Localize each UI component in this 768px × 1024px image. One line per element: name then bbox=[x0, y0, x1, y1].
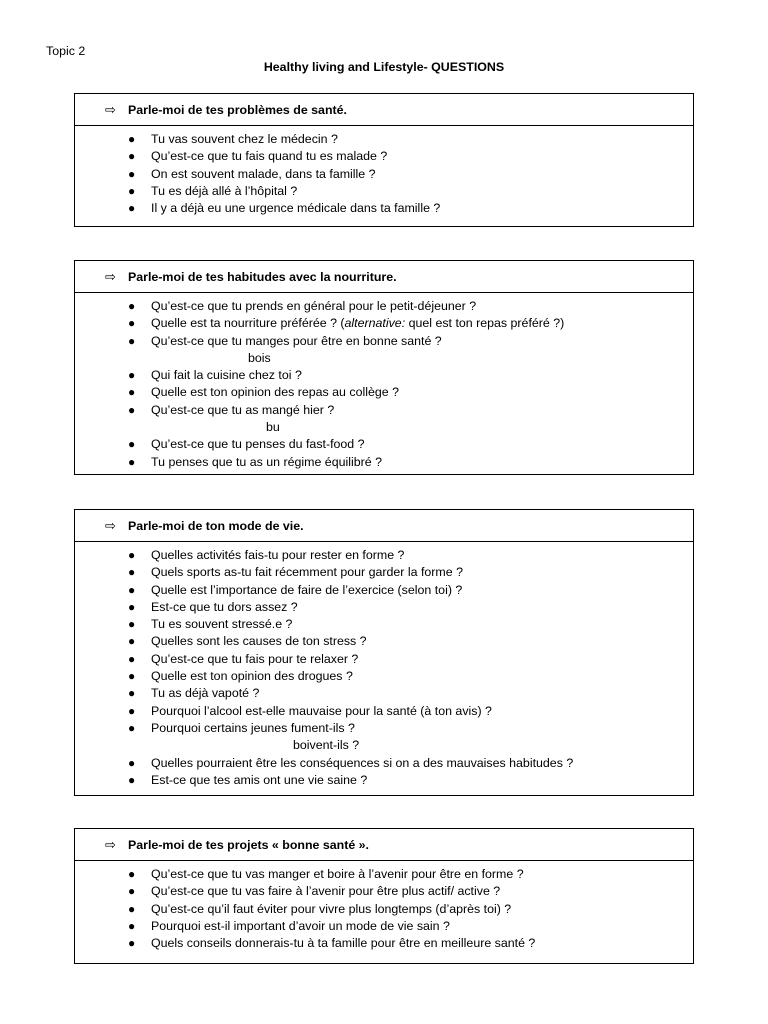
bullet-icon: ● bbox=[128, 918, 136, 933]
bullet-icon: ● bbox=[128, 368, 136, 383]
variant-line: bois bbox=[248, 350, 271, 365]
list-item: ● On est souvent malade, dans ta famille ? bbox=[75, 166, 693, 183]
bullet-icon: ● bbox=[128, 183, 136, 198]
section-lifestyle bbox=[74, 509, 694, 796]
right-arrow-icon: ⇨ bbox=[105, 837, 116, 852]
bullet-icon: ● bbox=[128, 686, 136, 701]
bullet-icon: ● bbox=[128, 867, 136, 881]
question-list bbox=[75, 542, 693, 789]
right-arrow-icon: ⇨ bbox=[105, 102, 116, 117]
bullet-icon: ● bbox=[128, 454, 136, 469]
list-item: ● Qu’est-ce que tu fais quand tu es malade ? bbox=[75, 148, 693, 165]
bullet-icon: ● bbox=[128, 720, 136, 735]
section-health-problems bbox=[74, 93, 694, 227]
list-item: ● Quelles pourraient être les conséquences si on a des mauvaises habitudes ? bbox=[75, 755, 693, 772]
bullet-icon: ● bbox=[128, 703, 136, 718]
document-title: Healthy living and Lifestyle- QUESTIONS bbox=[263, 60, 505, 74]
list-item: ● Pourquoi est-il important d’avoir un mode de vie sain ? bbox=[75, 918, 693, 935]
bullet-icon: ● bbox=[128, 149, 136, 164]
bullet-icon: ● bbox=[128, 316, 136, 331]
list-item: ● Quelles sont les causes de ton stress ? bbox=[75, 633, 693, 650]
question-list bbox=[75, 861, 693, 952]
bullet-icon: ● bbox=[128, 333, 136, 348]
bullet-icon: ● bbox=[128, 299, 136, 313]
list-item: ● Pourquoi l’alcool est-elle mauvaise pour la santé (à ton avis) ? bbox=[75, 703, 693, 720]
variant-line: bu bbox=[266, 420, 280, 435]
list-item: ● Tu as déjà vapoté ? bbox=[75, 685, 693, 702]
bullet-icon: ● bbox=[128, 132, 136, 146]
list-item: ● Quels sports as-tu fait récemment pour garder la forme ? bbox=[75, 564, 693, 581]
bullet-icon: ● bbox=[128, 617, 136, 632]
list-item: ● Qu’est-ce que tu vas faire à l’avenir pour être plus actif/ active ? bbox=[75, 883, 693, 900]
bullet-icon: ● bbox=[128, 669, 136, 684]
section-food-habits bbox=[74, 260, 694, 475]
section-heading bbox=[75, 510, 693, 542]
bullet-icon: ● bbox=[128, 437, 136, 452]
right-arrow-icon: ⇨ bbox=[105, 518, 116, 533]
variant-line: boivent-ils ? bbox=[293, 738, 360, 753]
list-item: ● Qu’est-ce que tu prends en général pour le petit-déjeuner ? bbox=[75, 298, 693, 315]
bullet-icon: ● bbox=[128, 901, 136, 916]
list-item: ● Tu es déjà allé à l’hôpital ? bbox=[75, 183, 693, 200]
list-item: ● Qu’est-ce que tu manges pour être en bonne santé ? bbox=[75, 333, 693, 350]
right-arrow-icon: ⇨ bbox=[105, 269, 116, 284]
section-heading-text: Parle-moi de tes habitudes avec la nourriture. bbox=[128, 269, 397, 284]
list-item: ● Quelle est ton opinion des repas au collège ? bbox=[75, 384, 693, 401]
list-item: ● Qu’est-ce qu’il faut éviter pour vivre plus longtemps (d’après toi) ? bbox=[75, 901, 693, 918]
list-item: ● Qu’est-ce que tu penses du fast-food ? bbox=[75, 436, 693, 453]
bullet-icon: ● bbox=[128, 402, 136, 417]
list-item: ● Il y a déjà eu une urgence médicale dans ta famille ? bbox=[75, 200, 693, 217]
list-item: ● Tu penses que tu as un régime équilibré ? bbox=[75, 454, 693, 471]
section-heading bbox=[75, 829, 693, 861]
list-item: ● Qui fait la cuisine chez toi ? bbox=[75, 367, 693, 384]
section-heading bbox=[75, 261, 693, 293]
list-item: ● Qu’est-ce que tu as mangé hier ? bbox=[75, 402, 693, 419]
bullet-icon: ● bbox=[128, 772, 136, 787]
list-item: ● Quelle est ton opinion des drogues ? bbox=[75, 668, 693, 685]
bullet-icon: ● bbox=[128, 634, 136, 649]
list-item: ● Tu es souvent stressé.e ? bbox=[75, 616, 693, 633]
bullet-icon: ● bbox=[128, 385, 136, 400]
list-item: ● Quels conseils donnerais-tu à ta famille pour être en meilleure santé ? bbox=[75, 935, 693, 952]
bullet-icon: ● bbox=[128, 755, 136, 770]
question-list bbox=[75, 293, 693, 471]
list-item: ● Tu vas souvent chez le médecin ? bbox=[75, 131, 693, 148]
bullet-icon: ● bbox=[128, 166, 136, 181]
bullet-icon: ● bbox=[128, 884, 136, 899]
list-item: ● Qu’est-ce que tu fais pour te relaxer ? bbox=[75, 651, 693, 668]
section-heading bbox=[75, 94, 693, 126]
question-list bbox=[75, 126, 693, 217]
bullet-icon: ● bbox=[128, 565, 136, 580]
list-item: ● Quelles activités fais-tu pour rester en forme ? bbox=[75, 547, 693, 564]
topic-label: Topic 2 bbox=[46, 44, 86, 58]
bullet-icon: ● bbox=[128, 582, 136, 597]
bullet-icon: ● bbox=[128, 936, 136, 951]
bullet-icon: ● bbox=[128, 651, 136, 666]
list-item: ● Quelle est l’importance de faire de l’exercice (selon toi) ? bbox=[75, 582, 693, 599]
list-item: ● Quelle est ta nourriture préférée ? (alternative: quel est ton repas préféré ?) bbox=[75, 315, 693, 332]
section-heading-text: Parle-moi de ton mode de vie. bbox=[128, 518, 304, 533]
list-item: ● Est-ce que tes amis ont une vie saine ? bbox=[75, 772, 693, 789]
list-item: ● Pourquoi certains jeunes fument-ils ? bbox=[75, 720, 693, 737]
bullet-icon: ● bbox=[128, 599, 136, 614]
bullet-icon: ● bbox=[128, 548, 136, 562]
section-health-plans bbox=[74, 828, 694, 964]
section-heading-text: Parle-moi de tes projets « bonne santé ». bbox=[128, 837, 370, 852]
list-item: ● Qu’est-ce que tu vas manger et boire à l’avenir pour être en forme ? bbox=[75, 866, 693, 883]
section-heading-text: Parle-moi de tes problèmes de santé. bbox=[128, 102, 347, 117]
list-item: ● Est-ce que tu dors assez ? bbox=[75, 599, 693, 616]
bullet-icon: ● bbox=[128, 201, 136, 216]
